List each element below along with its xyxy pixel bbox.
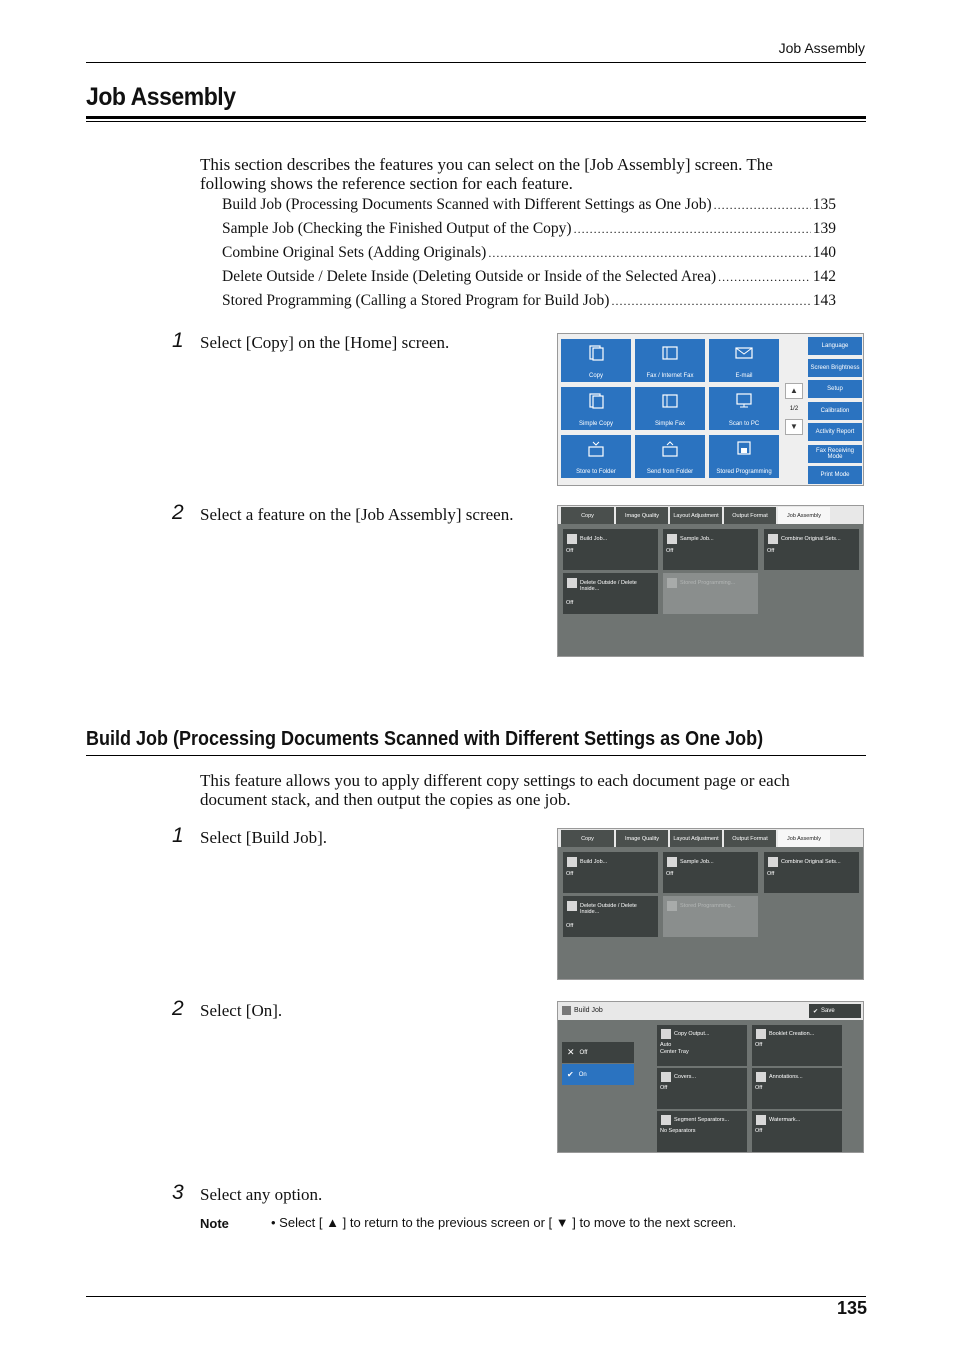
- delete-area-icon: [567, 578, 577, 588]
- simple-copy-tile[interactable]: Simple Copy: [561, 387, 631, 430]
- stored-programming-icon: [735, 441, 753, 457]
- intro-paragraph: This section describes the features you can select on the [Job Assembly] screen. The following shows the reference section for each feature.: [200, 155, 773, 193]
- reference-page: 140: [812, 244, 836, 261]
- screen-title: Build Job: [562, 1006, 603, 1015]
- watermark-button[interactable]: Watermark... Off: [752, 1111, 842, 1152]
- tab-output-format[interactable]: Output Format: [724, 830, 776, 847]
- job-assembly-screenshot: [557, 505, 864, 657]
- segment-separators-button[interactable]: Segment Separators... No Separators: [657, 1111, 747, 1152]
- stored-programming-tile[interactable]: Stored Programming: [709, 435, 779, 478]
- simple-fax-icon: [661, 393, 679, 409]
- delete-outside-inside-button[interactable]: Delete Outside / Delete Inside... Off: [563, 573, 658, 614]
- sample-job-icon: [667, 534, 677, 544]
- fax-icon: [661, 345, 679, 361]
- section-intro: This feature allows you to apply different copy settings to each document page or each document stack, and then output the copies as one job.: [200, 771, 790, 809]
- page-number: 135: [836, 1298, 867, 1318]
- store-to-folder-tile[interactable]: Store to Folder: [561, 435, 631, 478]
- annotations-button[interactable]: Annotations... Off: [752, 1068, 842, 1109]
- calibration-button[interactable]: Calibration: [808, 402, 862, 420]
- build-job-screenshot: [557, 1001, 864, 1153]
- step-text: Select [Build Job].: [200, 828, 328, 847]
- page-navigator: [785, 383, 803, 435]
- scan-to-pc-tile[interactable]: Scan to PC: [709, 387, 779, 430]
- step-number: 1: [172, 824, 184, 847]
- fax-receiving-mode-button[interactable]: Fax Receiving Mode: [808, 445, 862, 463]
- off-option[interactable]: ✕ Off: [562, 1042, 634, 1063]
- tab-image-quality[interactable]: Image Quality: [616, 830, 668, 847]
- home-screen-screenshot: [557, 333, 864, 486]
- email-tile[interactable]: E-mail: [709, 339, 779, 382]
- stored-programming-icon: [667, 901, 677, 911]
- copy-tile[interactable]: Copy: [561, 339, 631, 382]
- copy-icon: [587, 345, 605, 361]
- tab-layout-adjustment[interactable]: Layout Adjustment: [670, 830, 722, 847]
- reference-title: Stored Programming (Calling a Stored Program for Build Job): [222, 292, 610, 309]
- send-from-folder-tile[interactable]: Send from Folder: [635, 435, 705, 478]
- simple-fax-tile[interactable]: Simple Fax: [635, 387, 705, 430]
- footer-rule: [86, 1296, 866, 1297]
- leader-dots: [714, 198, 811, 213]
- annotations-icon: [756, 1072, 766, 1082]
- reference-page: 139: [812, 220, 836, 237]
- combine-sets-icon: [768, 857, 778, 867]
- language-button[interactable]: Language: [808, 337, 862, 355]
- reference-item[interactable]: [222, 196, 836, 220]
- stored-programming-button[interactable]: Stored Programming...: [663, 896, 758, 937]
- build-job-button[interactable]: Build Job... Off: [563, 852, 658, 893]
- title-rule-thin: [86, 121, 866, 122]
- combine-original-sets-button[interactable]: Combine Original Sets... Off: [764, 852, 859, 893]
- on-option[interactable]: ✔ On: [562, 1064, 634, 1085]
- sample-job-button[interactable]: Sample Job... Off: [663, 852, 758, 893]
- booklet-icon: [756, 1029, 766, 1039]
- tab-job-assembly[interactable]: Job Assembly: [778, 507, 830, 524]
- tab-image-quality[interactable]: Image Quality: [616, 507, 668, 524]
- covers-icon: [661, 1072, 671, 1082]
- covers-button[interactable]: Covers... Off: [657, 1068, 747, 1109]
- step-number: 3: [172, 1181, 184, 1204]
- combine-sets-icon: [768, 534, 778, 544]
- note-label: Note: [200, 1216, 229, 1231]
- note-text: • Select [ ▲ ] to return to the previous screen or [ ▼ ] to move to the next screen.: [271, 1215, 737, 1230]
- sample-job-button[interactable]: Sample Job... Off: [663, 529, 758, 570]
- reference-item[interactable]: [222, 268, 836, 292]
- page-title: Job Assembly: [86, 83, 236, 111]
- header-rule: [86, 62, 866, 63]
- build-job-button[interactable]: Build Job... Off: [563, 529, 658, 570]
- build-job-icon: [562, 1006, 571, 1015]
- check-icon: ✔: [813, 1008, 819, 1015]
- save-button[interactable]: ✔ Save: [809, 1004, 861, 1018]
- email-icon: [735, 345, 753, 361]
- reference-title: Combine Original Sets (Adding Originals): [222, 244, 487, 261]
- reference-item[interactable]: [222, 292, 836, 316]
- stored-programming-icon: [667, 578, 677, 588]
- job-assembly-screenshot: [557, 828, 864, 980]
- build-job-icon: [567, 857, 577, 867]
- screen-title-bar: [558, 1002, 863, 1020]
- running-header: Job Assembly: [778, 40, 865, 56]
- fax-tile[interactable]: Fax / Internet Fax: [635, 339, 705, 382]
- step-text: Select any option.: [200, 1185, 323, 1204]
- folder-down-icon: [587, 441, 605, 457]
- step-text: Select [On].: [200, 1001, 283, 1020]
- tab-layout-adjustment[interactable]: Layout Adjustment: [670, 507, 722, 524]
- setup-button[interactable]: Setup: [808, 380, 862, 398]
- close-icon: ✕: [567, 1047, 575, 1057]
- section-rule: [86, 755, 866, 756]
- print-mode-button[interactable]: Print Mode: [808, 466, 862, 484]
- monitor-icon: [735, 393, 753, 409]
- step-text: Select a feature on the [Job Assembly] screen.: [200, 505, 514, 524]
- step-number: 2: [172, 501, 184, 524]
- tab-job-assembly[interactable]: Job Assembly: [778, 830, 830, 847]
- title-rule-thick: [86, 116, 866, 119]
- reference-page: 143: [812, 292, 836, 309]
- leader-dots: [611, 294, 810, 309]
- step-text: Select [Copy] on the [Home] screen.: [200, 333, 450, 352]
- reference-title: Delete Outside / Delete Inside (Deleting Outside or Inside of the Selected Area): [222, 268, 717, 285]
- combine-original-sets-button[interactable]: Combine Original Sets... Off: [764, 529, 859, 570]
- stored-programming-button[interactable]: Stored Programming...: [663, 573, 758, 614]
- build-job-icon: [567, 534, 577, 544]
- check-icon: ✔: [567, 1070, 574, 1079]
- sample-job-icon: [667, 857, 677, 867]
- simple-copy-icon: [587, 393, 605, 409]
- page-up-button[interactable]: ▲: [785, 383, 803, 399]
- reference-page: 142: [812, 268, 836, 285]
- watermark-icon: [756, 1115, 766, 1125]
- leader-dots: [574, 222, 811, 237]
- reference-list: [222, 196, 836, 316]
- tab-copy[interactable]: Copy: [561, 507, 614, 524]
- booklet-creation-button[interactable]: Booklet Creation... Off: [752, 1025, 842, 1066]
- delete-area-icon: [567, 901, 577, 911]
- activity-report-button[interactable]: Activity Report: [808, 423, 862, 441]
- tab-bar: [558, 829, 863, 847]
- reference-item[interactable]: [222, 244, 836, 268]
- page-down-button[interactable]: ▼: [785, 419, 803, 435]
- copy-output-button[interactable]: Copy Output... Auto Center Tray: [657, 1025, 747, 1066]
- reference-title: Build Job (Processing Documents Scanned with Different Settings as One Job): [222, 196, 712, 213]
- folder-up-icon: [661, 441, 679, 457]
- screen-brightness-button[interactable]: Screen Brightness: [808, 359, 862, 377]
- home-side-menu: [808, 337, 862, 486]
- tab-bar: [558, 506, 863, 524]
- tab-output-format[interactable]: Output Format: [724, 507, 776, 524]
- leader-dots: [718, 270, 811, 285]
- reference-page: 135: [812, 196, 836, 213]
- tab-copy[interactable]: Copy: [561, 830, 614, 847]
- delete-outside-inside-button[interactable]: Delete Outside / Delete Inside... Off: [563, 896, 658, 937]
- separators-icon: [661, 1115, 671, 1125]
- leader-dots: [488, 246, 810, 261]
- step-number: 1: [172, 329, 184, 352]
- reference-title: Sample Job (Checking the Finished Output of the Copy): [222, 220, 572, 237]
- reference-item[interactable]: [222, 220, 836, 244]
- step-number: 2: [172, 997, 184, 1020]
- section-heading: Build Job (Processing Documents Scanned with Different Settings as One Job): [86, 728, 764, 750]
- page-indicator: 1/2: [789, 406, 799, 412]
- copy-output-icon: [661, 1029, 671, 1039]
